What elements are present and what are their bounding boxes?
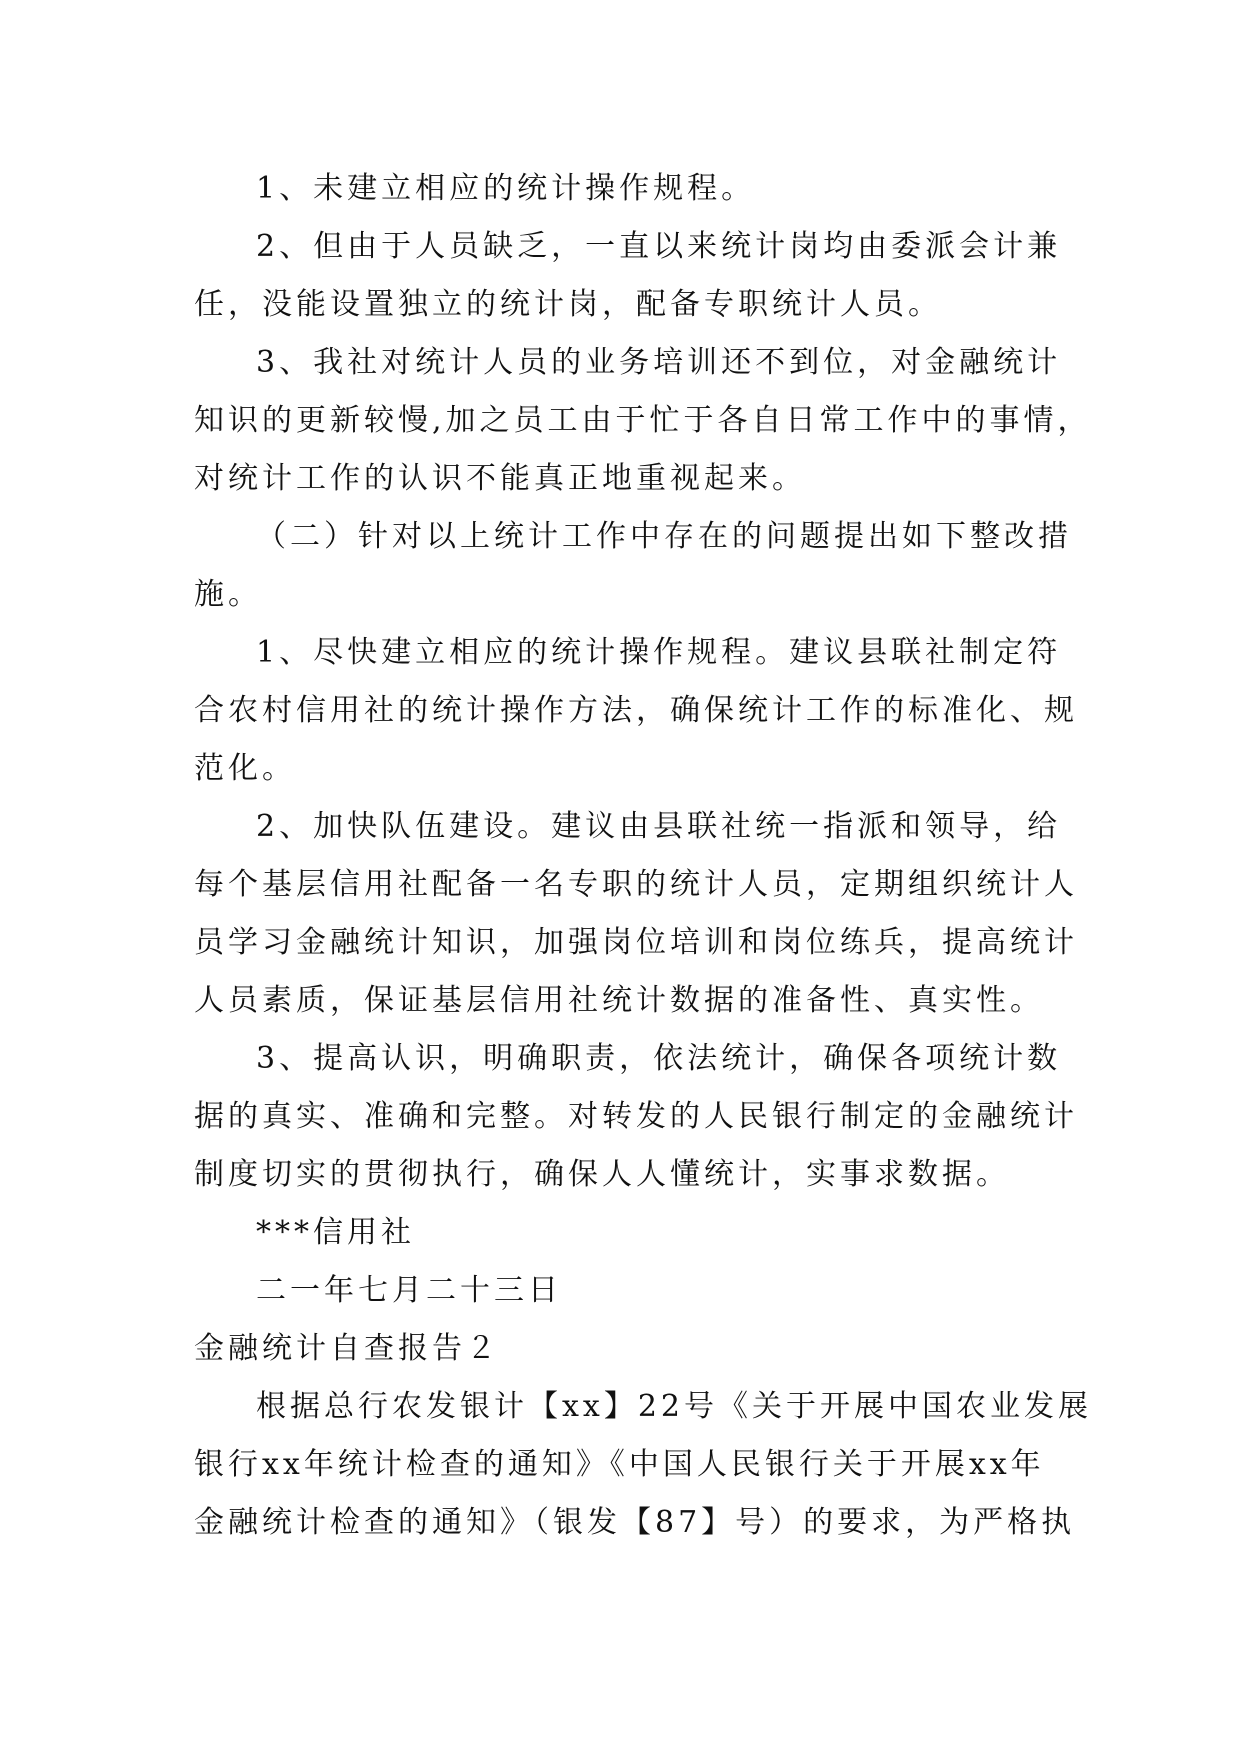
text-line: 每个基层信用社配备一名专职的统计人员，定期组织统计人 bbox=[194, 867, 1078, 902]
text-line: 2、加快队伍建设。建议由县联社统一指派和领导，给 bbox=[256, 809, 1062, 844]
document-body bbox=[194, 160, 1093, 1552]
date-line: 二一年七月二十三日 bbox=[256, 1273, 562, 1308]
text-line: 金融统计检查的通知》（银发【87】号）的要求，为严格执 bbox=[194, 1505, 1076, 1540]
text-line: 对统计工作的认识不能真正地重视起来。 bbox=[194, 461, 806, 496]
text-line: 合农村信用社的统计操作方法，确保统计工作的标准化、规 bbox=[194, 693, 1078, 728]
text-line: 1、尽快建立相应的统计操作规程。建议县联社制定符 bbox=[256, 635, 1062, 670]
text-line: 3、我社对统计人员的业务培训还不到位，对金融统计 bbox=[256, 345, 1062, 380]
text-line: 员学习金融统计知识，加强岗位培训和岗位练兵，提高统计 bbox=[194, 925, 1078, 960]
text-line: 范化。 bbox=[194, 751, 296, 786]
text-line: 施。 bbox=[194, 577, 262, 612]
text-line: 制度切实的贯彻执行，确保人人懂统计，实事求数据。 bbox=[194, 1157, 1010, 1192]
text-line: 知识的更新较慢,加之员工由于忙于各自日常工作中的事情， bbox=[194, 403, 1092, 438]
text-line: 任，没能设置独立的统计岗，配备专职统计人员。 bbox=[194, 287, 942, 322]
signature-line: ***信用社 bbox=[256, 1215, 415, 1250]
text-line: 2、但由于人员缺乏，一直以来统计岗均由委派会计兼 bbox=[256, 229, 1062, 264]
section-title: 金融统计自查报告２ bbox=[194, 1331, 500, 1366]
text-line: 据的真实、准确和完整。对转发的人民银行制定的金融统计 bbox=[194, 1099, 1078, 1134]
text-line: 3、提高认识，明确职责，依法统计，确保各项统计数 bbox=[256, 1041, 1062, 1076]
text-line: 1、未建立相应的统计操作规程。 bbox=[256, 171, 756, 206]
text-line: （二）针对以上统计工作中存在的问题提出如下整改措 bbox=[256, 519, 1072, 554]
text-line: 人员素质，保证基层信用社统计数据的准备性、真实性。 bbox=[194, 983, 1044, 1018]
text-line: 根据总行农发银计【xx】22号《关于开展中国农业发展 bbox=[256, 1389, 1093, 1424]
text-line: 银行xx年统计检查的通知》《中国人民银行关于开展xx年 bbox=[194, 1447, 1045, 1482]
